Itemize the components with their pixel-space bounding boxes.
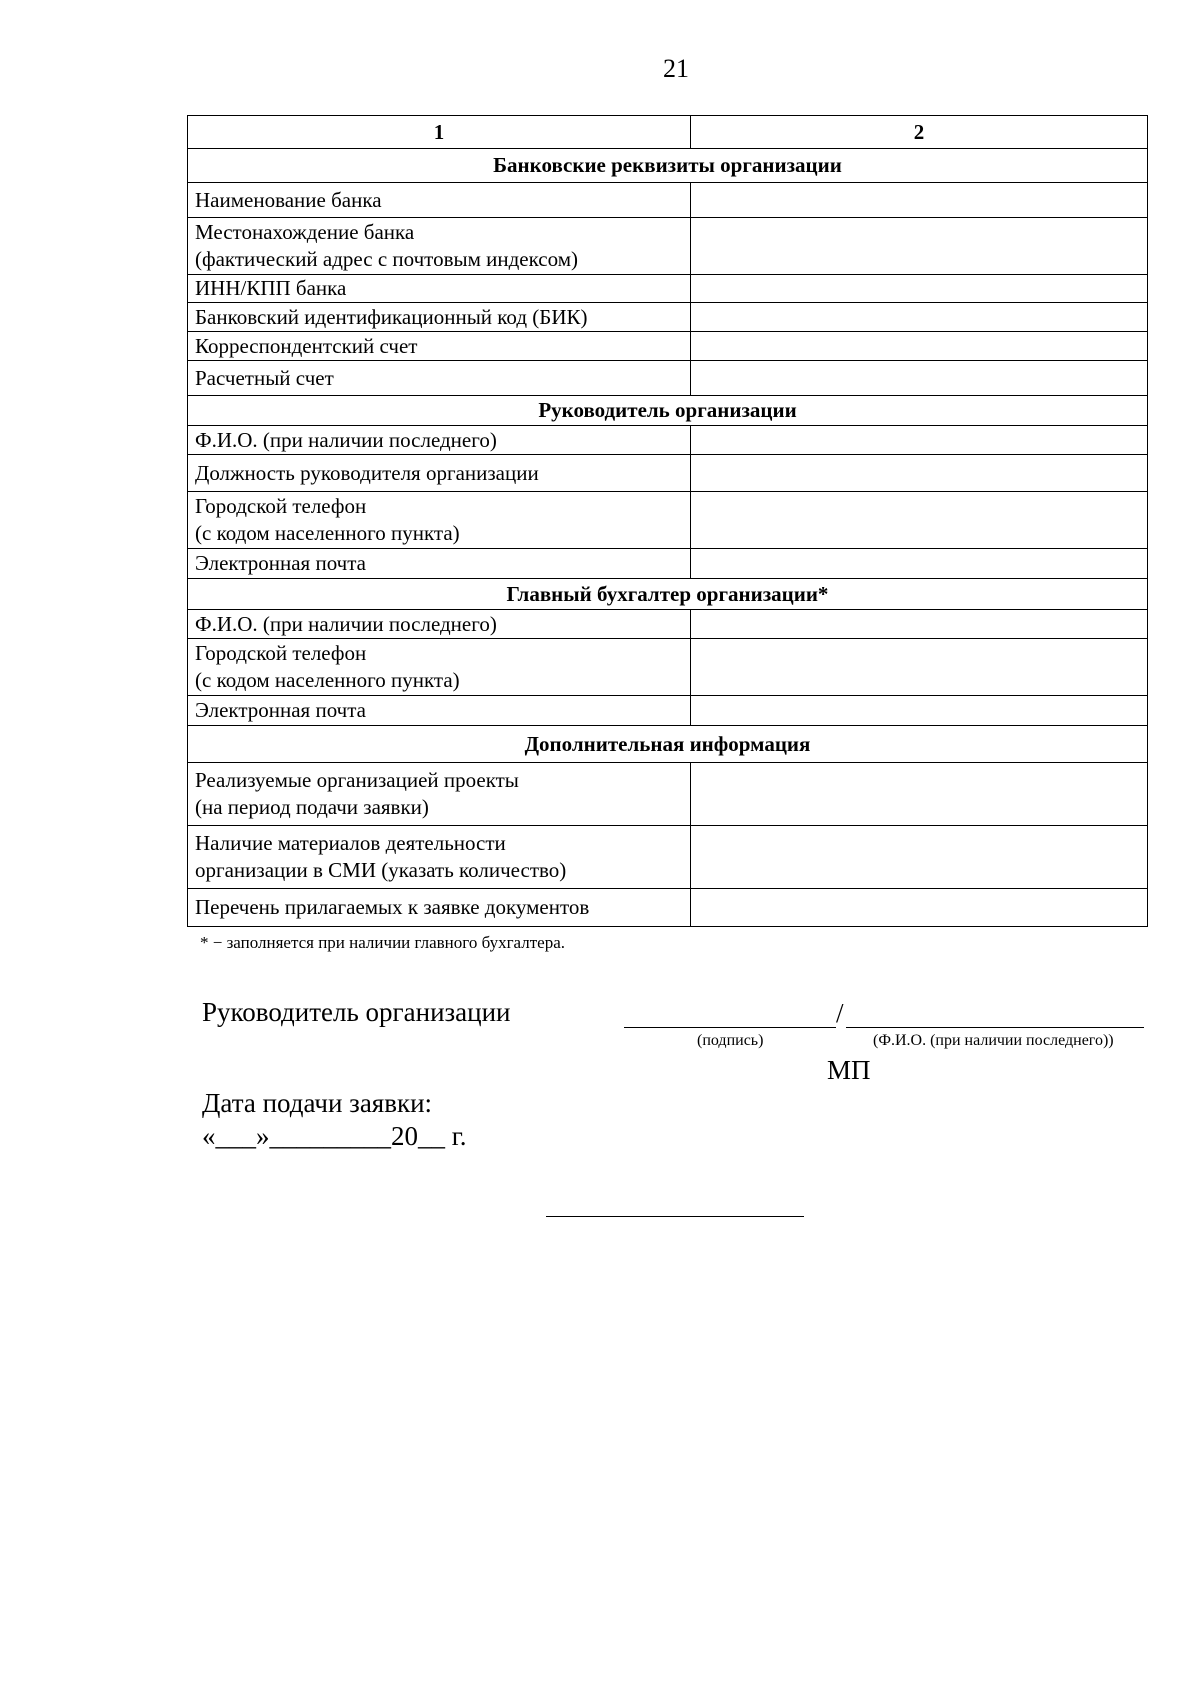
label-media-line2: организации в СМИ (указать количество): [195, 858, 567, 882]
value-media[interactable]: [691, 826, 1148, 889]
table-row: [188, 426, 1148, 455]
table-row: [188, 455, 1148, 492]
column-header-2: 2: [691, 116, 1148, 149]
section-row-bank: [188, 149, 1148, 183]
label-bank-location: [188, 218, 691, 275]
label-projects-line1: Реализуемые организацией проекты: [195, 768, 519, 792]
label-bank-account: Расчетный счет: [188, 361, 691, 396]
fio-caption: (Ф.И.О. (при наличии последнего)): [873, 1032, 1114, 1049]
value-bank-name[interactable]: [691, 183, 1148, 218]
value-accountant-email[interactable]: [691, 696, 1148, 726]
value-accountant-phone[interactable]: [691, 639, 1148, 696]
signature-slash: /: [836, 998, 844, 1028]
stamp-label: МП: [827, 1055, 871, 1085]
table-row: [188, 361, 1148, 396]
footnote: * − заполняется при наличии главного бухгалтера.: [200, 933, 565, 952]
label-bank-name: Наименование банка: [188, 183, 691, 218]
application-form-table: [187, 115, 1148, 927]
label-media: [188, 826, 691, 889]
label-head-email: Электронная почта: [188, 549, 691, 579]
value-head-phone[interactable]: [691, 492, 1148, 549]
value-accountant-fio[interactable]: [691, 610, 1148, 639]
section-title-bank: Банковские реквизиты организации: [188, 149, 1148, 183]
label-head-position: Должность руководителя организации: [188, 455, 691, 492]
signature-caption: (подпись): [697, 1032, 764, 1049]
label-documents: Перечень прилагаемых к заявке документов: [188, 889, 691, 927]
label-head-phone: [188, 492, 691, 549]
signature-line[interactable]: [624, 1027, 836, 1028]
table-row: [188, 763, 1148, 826]
value-bank-corr-account[interactable]: [691, 332, 1148, 361]
label-projects: [188, 763, 691, 826]
label-bank-inn: ИНН/КПП банка: [188, 275, 691, 303]
end-divider: [546, 1216, 804, 1217]
table-row: [188, 549, 1148, 579]
section-row-accountant: [188, 579, 1148, 610]
label-accountant-phone: [188, 639, 691, 696]
section-row-head: [188, 396, 1148, 426]
value-bank-location[interactable]: [691, 218, 1148, 275]
table-row: [188, 303, 1148, 332]
fio-line[interactable]: [846, 1027, 1144, 1028]
table-row: [188, 218, 1148, 275]
date-label: Дата подачи заявки:: [202, 1088, 433, 1118]
label-head-phone-line1: Городской телефон: [195, 494, 367, 518]
label-accountant-fio: Ф.И.О. (при наличии последнего): [188, 610, 691, 639]
value-head-fio[interactable]: [691, 426, 1148, 455]
label-accountant-phone-line2: (с кодом населенного пункта): [195, 668, 460, 692]
value-bank-bik[interactable]: [691, 303, 1148, 332]
value-documents[interactable]: [691, 889, 1148, 927]
label-bank-location-line1: Местонахождение банка: [195, 220, 415, 244]
label-media-line1: Наличие материалов деятельности: [195, 831, 506, 855]
section-title-accountant: Главный бухгалтер организации*: [188, 579, 1148, 610]
date-template[interactable]: «___»_________20__ г.: [202, 1121, 467, 1151]
label-accountant-email: Электронная почта: [188, 696, 691, 726]
label-bank-bik: Банковский идентификационный код (БИК): [188, 303, 691, 332]
section-title-additional: Дополнительная информация: [188, 726, 1148, 763]
table-row: [188, 610, 1148, 639]
table-row: [188, 492, 1148, 549]
signature-label: Руководитель организации: [202, 997, 511, 1027]
table-row: [188, 889, 1148, 927]
table-row: [188, 826, 1148, 889]
label-projects-line2: (на период подачи заявки): [195, 795, 429, 819]
label-bank-location-line2: (фактический адрес с почтовым индексом): [195, 247, 578, 271]
value-bank-inn[interactable]: [691, 275, 1148, 303]
table-row: [188, 332, 1148, 361]
label-accountant-phone-line1: Городской телефон: [195, 641, 367, 665]
value-head-email[interactable]: [691, 549, 1148, 579]
value-bank-account[interactable]: [691, 361, 1148, 396]
section-row-additional: [188, 726, 1148, 763]
section-title-head: Руководитель организации: [188, 396, 1148, 426]
label-head-phone-line2: (с кодом населенного пункта): [195, 521, 460, 545]
value-projects[interactable]: [691, 763, 1148, 826]
table-row: [188, 183, 1148, 218]
label-bank-corr-account: Корреспондентский счет: [188, 332, 691, 361]
column-header-1: 1: [188, 116, 691, 149]
table-row: [188, 696, 1148, 726]
table-header-row: [188, 116, 1148, 149]
table-row: [188, 639, 1148, 696]
value-head-position[interactable]: [691, 455, 1148, 492]
page-number: 21: [663, 54, 689, 83]
label-head-fio: Ф.И.О. (при наличии последнего): [188, 426, 691, 455]
table-row: [188, 275, 1148, 303]
